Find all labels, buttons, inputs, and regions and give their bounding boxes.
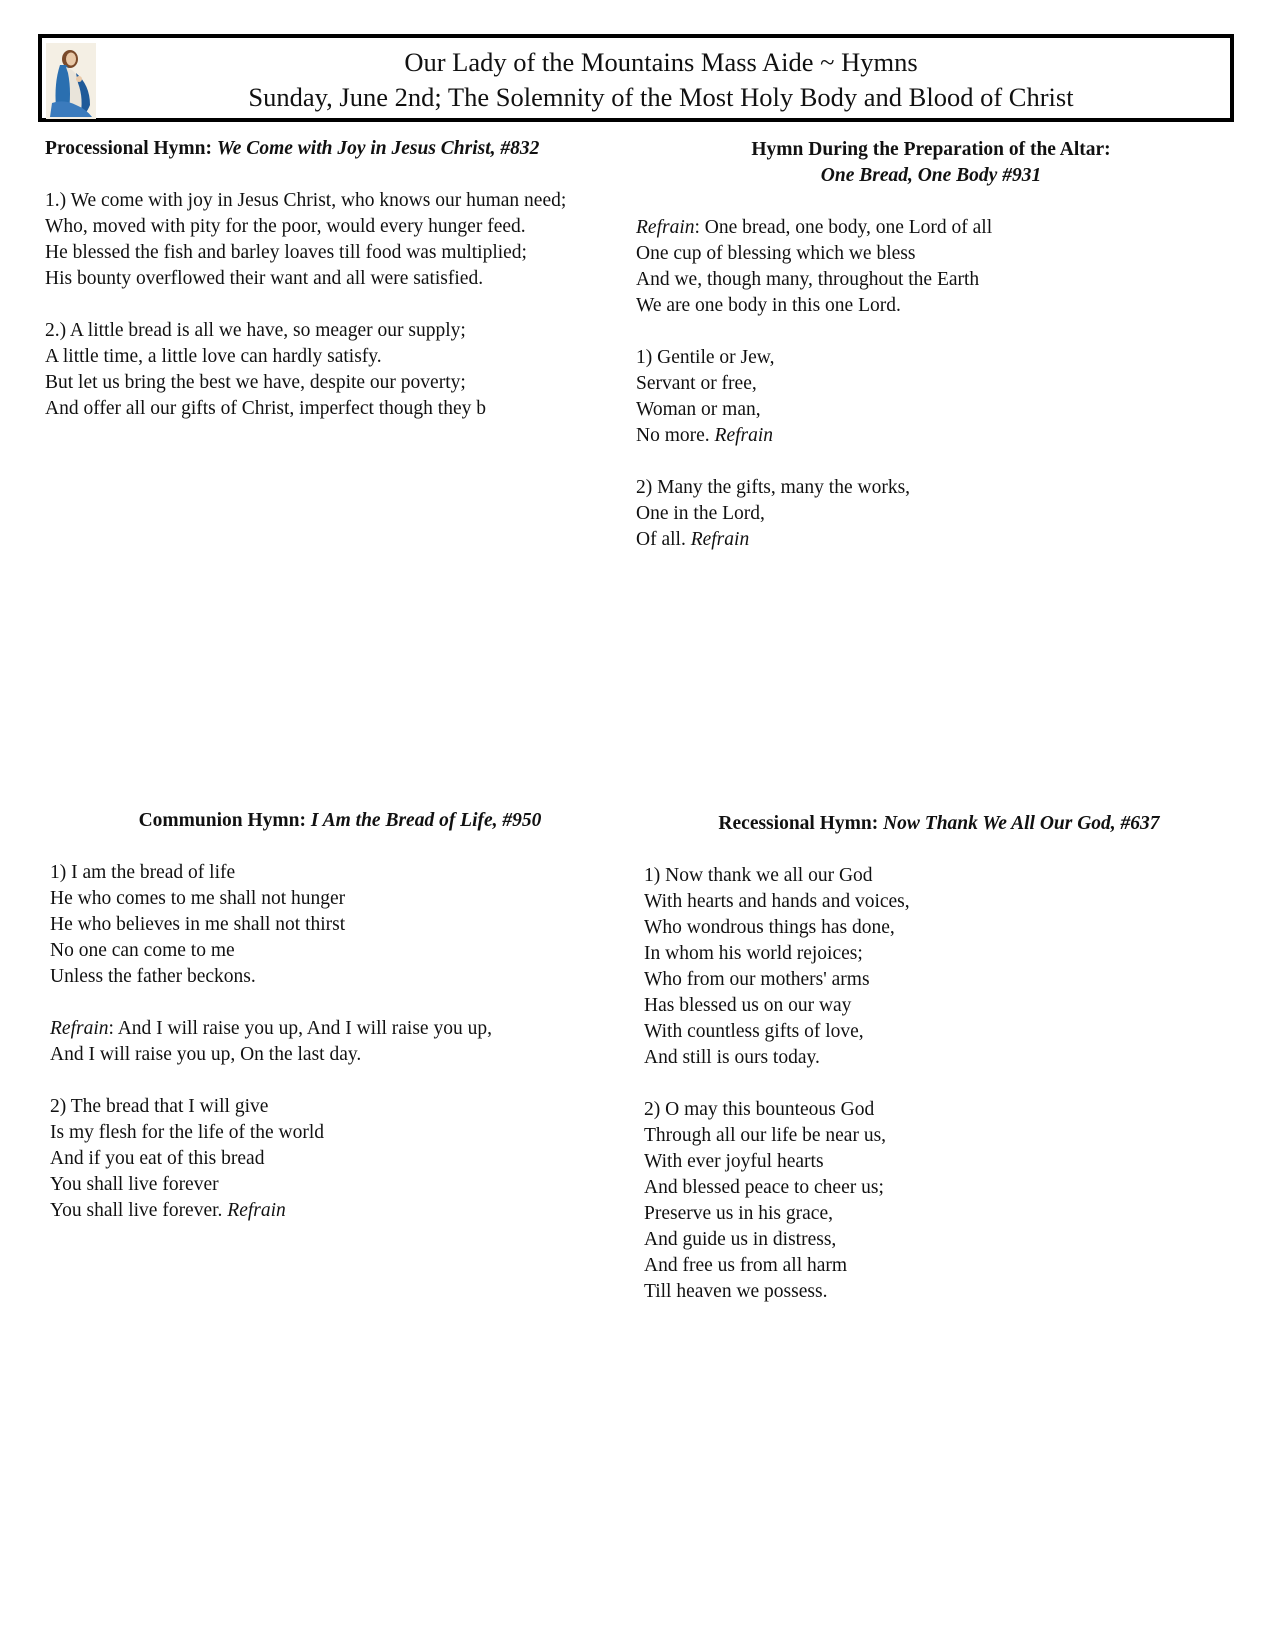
refrain-line [636,215,1226,241]
lyric-line: You shall live forever [50,1174,219,1195]
processional-stanza-1 [45,188,625,292]
lyric-line: 2) The bread that I will give [50,1096,269,1117]
lyric-line [50,1198,630,1224]
lyric-line: And I will raise you up, On the last day. [50,1044,362,1065]
lyric-line: Through all our life be near us, [644,1125,887,1146]
lyric-line: One cup of blessing which we bless [636,243,916,264]
communion-heading [50,808,630,834]
page-subtitle: Sunday, June 2nd; The Solemnity of the Most Holy Body and Blood of Christ [248,82,1074,112]
lyric-line [636,527,1226,553]
lyric-line: In whom his world rejoices; [644,943,863,964]
recessional-title: Now Thank We All Our God, #637 [883,813,1160,834]
preparation-verse-2 [636,475,1226,553]
preparation-title-line [636,163,1226,189]
lyric-line: Who, moved with pity for the poor, would every hunger feed. [45,216,526,237]
preparation-refrain [636,215,1226,319]
lyric-line: And offer all our gifts of Christ, imperfect though they b [45,398,487,419]
lyric-line: 1) Gentile or Jew, [636,347,775,368]
recessional-stanza-2 [644,1097,1234,1305]
refrain-marker: Refrain [714,425,774,446]
refrain-word: Refrain [636,217,695,238]
lyric-line: He who comes to me shall not hunger [50,888,346,909]
preparation-hymn-section [636,137,1226,553]
lyric-line: Is my flesh for the life of the world [50,1122,325,1143]
recessional-hymn-section [644,811,1234,1305]
lyric-line: No one can come to me [50,940,235,961]
lyric-line: He blessed the fish and barley loaves till food was multiplied; [45,242,527,263]
processional-heading [45,136,625,162]
lyric-line: 2) Many the gifts, many the works, [636,477,911,498]
processional-label: Processional Hymn: [45,138,213,159]
communion-refrain [50,1016,630,1068]
processional-hymn-section [45,136,625,422]
recessional-label: Recessional Hymn: [718,813,879,834]
preparation-label: Hymn During the Preparation of the Altar: [751,139,1111,160]
lyric-line: 1) Now thank we all our God [644,865,873,886]
lyric-line: Servant or free, [636,373,757,394]
page-title: Our Lady of the Mountains Mass Aide ~ Hymns [404,47,918,77]
lyric-line: His bounty overflowed their want and all were satisfied. [45,268,484,289]
header-box [38,34,1234,122]
lyric-line: We are one body in this one Lord. [636,295,901,316]
lyric-line: 1) I am the bread of life [50,862,236,883]
communion-title: I Am the Bread of Life, #950 [310,810,542,831]
lyric-line: 2.) A little bread is all we have, so meager our supply; [45,320,466,341]
lyric-text: No more. [636,425,715,446]
lyric-line: And if you eat of this bread [50,1148,265,1169]
refrain-marker: Refrain [227,1200,286,1221]
lyric-line: Preserve us in his grace, [644,1203,833,1224]
processional-title: We Come with Joy in Jesus Christ, #832 [216,138,540,159]
recessional-stanza-1 [644,863,1234,1071]
lyric-line: With countless gifts of love, [644,1021,864,1042]
refrain-word: Refrain [50,1018,109,1039]
refrain-marker: Refrain [690,529,750,550]
refrain-line [50,1016,630,1042]
communion-label: Communion Hymn: [138,810,306,831]
lyric-line: A little time, a little love can hardly satisfy. [45,346,382,367]
refrain-text: : And I will raise you up, And I will raise you up, [108,1018,492,1039]
recessional-heading [644,811,1234,837]
lyric-line: And free us from all harm [644,1255,848,1276]
lyric-line: Who from our mothers' arms [644,969,870,990]
preparation-title: One Bread, One Body #931 [820,165,1042,186]
lyric-line: 2) O may this bounteous God [644,1099,875,1120]
lyric-line: One in the Lord, [636,503,765,524]
lyric-line: With ever joyful hearts [644,1151,824,1172]
lyric-line: Till heaven we possess. [644,1281,828,1302]
lyric-line: Has blessed us on our way [644,995,852,1016]
lyric-text: You shall live forever. [50,1200,228,1221]
lyric-line: Who wondrous things has done, [644,917,895,938]
communion-verse-1 [50,860,630,990]
communion-hymn-section [50,808,630,1224]
lyric-line: With hearts and hands and voices, [644,891,910,912]
refrain-text: : One bread, one body, one Lord of all [694,217,993,238]
lyric-line: But let us bring the best we have, despite our poverty; [45,372,466,393]
preparation-verse-1 [636,345,1226,449]
lyric-line: He who believes in me shall not thirst [50,914,346,935]
lyric-line: Woman or man, [636,399,761,420]
lyric-line: And still is ours today. [644,1047,820,1068]
lyric-line: And blessed peace to cheer us; [644,1177,884,1198]
madonna-icon [46,43,96,119]
processional-stanza-2 [45,318,625,422]
lyric-text: Of all. [636,529,691,550]
lyric-line: 1.) We come with joy in Jesus Christ, who knows our human need; [45,190,567,211]
lyric-line: And we, though many, throughout the Earth [636,269,980,290]
lyric-line [636,423,1226,449]
lyric-line: Unless the father beckons. [50,966,256,987]
communion-verse-2 [50,1094,630,1224]
lyric-line: And guide us in distress, [644,1229,837,1250]
